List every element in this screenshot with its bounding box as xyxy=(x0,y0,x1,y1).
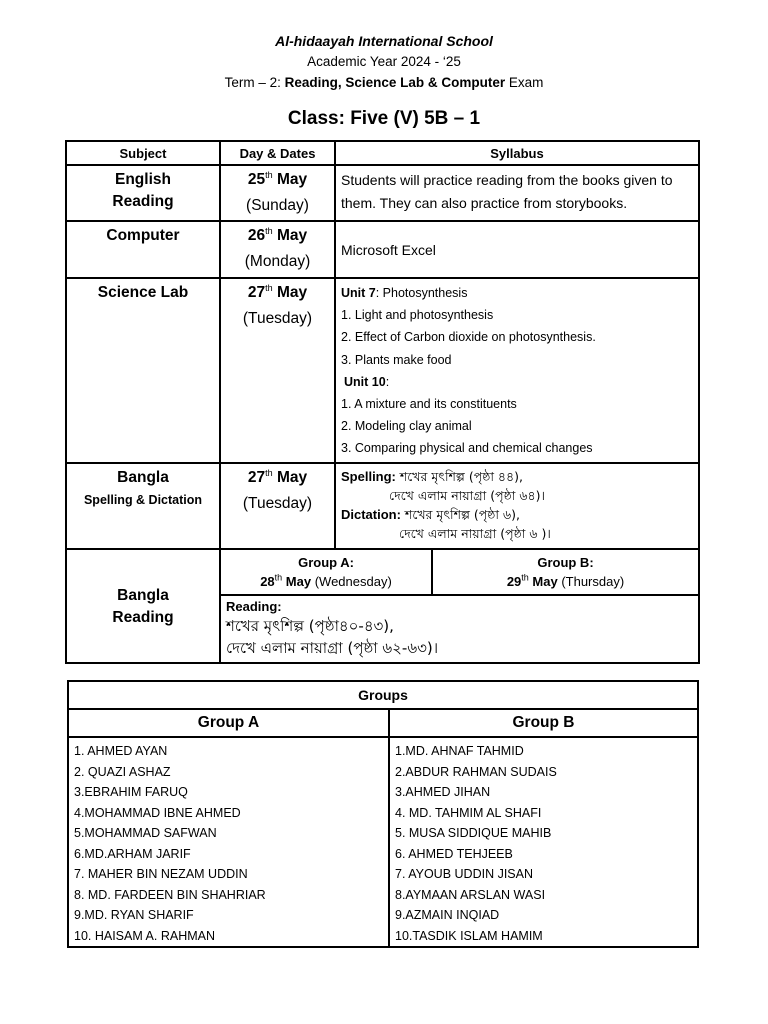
group-a-member: 4.MOHAMMAD IBNE AHMED xyxy=(68,803,389,824)
group-a-schedule xyxy=(221,550,432,595)
groups-table xyxy=(67,680,699,948)
date xyxy=(221,167,334,193)
reading-line: দেখে এলাম নায়াগ্রা (পৃষ্ঠা ৬২-৬৩)। xyxy=(226,638,439,657)
date-number: 25 xyxy=(247,171,266,188)
group-b-date: 29th May (Thursday) xyxy=(506,572,625,589)
english-row xyxy=(66,165,699,221)
computer-subject xyxy=(66,221,220,278)
group-b-member: 3.AHMED JIHAN xyxy=(389,782,698,803)
unit-title: : xyxy=(385,374,390,389)
table-row xyxy=(68,737,698,762)
subject-line: Bangla xyxy=(117,468,169,486)
english-syllabus: Students will practice reading from the books given to them. They can also practice from storybooks. xyxy=(335,165,699,221)
group-a-heading: Group A xyxy=(68,709,389,737)
subject-line xyxy=(67,489,219,511)
syllabus-item: 1. Light and photosynthesis xyxy=(341,308,494,323)
group-a-label: Group A: xyxy=(298,554,354,570)
date-month: May xyxy=(272,227,308,244)
group-b-member: 6. AHMED TEHJEEB xyxy=(389,844,698,865)
group-b-member: 4. MD. TAHMIM AL SHAFI xyxy=(389,803,698,824)
groups-header-row xyxy=(68,709,698,737)
computer-date xyxy=(220,221,335,278)
date-column-header: Day & Dates xyxy=(220,141,335,165)
table-row xyxy=(68,864,698,885)
group-a-member: 10. HAISAM A. RAHMAN xyxy=(68,926,389,948)
group-b-label: Group B: xyxy=(537,554,594,570)
group-b-member: 2.ABDUR RAHMAN SUDAIS xyxy=(389,762,698,783)
table-row xyxy=(68,905,698,926)
group-b-schedule xyxy=(432,550,698,595)
syllabus-item: 2. Modeling clay animal xyxy=(341,419,472,434)
unit-label: Unit 10 xyxy=(344,374,386,389)
bangla-reading-inner xyxy=(221,550,698,662)
subject-sub: Spelling & Dictation xyxy=(83,492,203,507)
dictation-line: দেখে এলাম নায়াগ্রা (পৃষ্ঠা ৬ )। xyxy=(399,525,551,541)
group-b-member: 9.AZMAIN INQIAD xyxy=(389,905,698,926)
day: (Sunday) xyxy=(246,197,309,214)
syllabus-item: 3. Comparing physical and chemical changes xyxy=(341,441,593,456)
english-subject xyxy=(66,165,220,221)
bangla-spelling-date xyxy=(220,463,335,549)
group-b-member: 10.TASDIK ISLAM HAMIM xyxy=(389,926,698,948)
computer-syllabus: Microsoft Excel xyxy=(335,221,699,278)
date xyxy=(221,223,334,249)
table-row xyxy=(68,762,698,783)
group-b-member: 1.MD. AHNAF TAHMID xyxy=(389,737,698,762)
class-title: Class: Five (V) 5B – 1 xyxy=(287,108,481,129)
subject-line: Bangla xyxy=(117,587,169,605)
table-row xyxy=(68,823,698,844)
group-a-member: 1. AHMED AYAN xyxy=(68,737,389,762)
table-row xyxy=(68,782,698,803)
group-a-member: 9.MD. RYAN SHARIF xyxy=(68,905,389,926)
term-line xyxy=(0,75,768,90)
unit-heading xyxy=(341,371,693,393)
date-month: May xyxy=(272,284,308,301)
term-subjects: Reading, Science Lab & Computer xyxy=(284,75,506,90)
group-a-member: 5.MOHAMMAD SAFWAN xyxy=(68,823,389,844)
date-suffix: th xyxy=(265,467,273,478)
subject-line: Reading xyxy=(112,609,174,627)
spelling-line xyxy=(341,467,693,486)
bangla-reading-subject xyxy=(66,549,220,663)
dictation-text: শখের মৃৎশিল্প (পৃষ্ঠা ৬), xyxy=(400,506,520,522)
group-a-date: 28th May (Wednesday) xyxy=(260,572,392,589)
syllabus-item: 2. Effect of Carbon dioxide on photosynthesis. xyxy=(341,330,596,345)
date-month: May xyxy=(272,171,308,188)
table-row xyxy=(68,803,698,824)
group-b-member: 8.AYMAAN ARSLAN WASI xyxy=(389,885,698,906)
group-a-member: 6.MD.ARHAM JARIF xyxy=(68,844,389,865)
dictation-label: Dictation: xyxy=(341,506,401,522)
exam-header-row xyxy=(66,141,699,165)
date-suffix: th xyxy=(265,282,273,293)
bangla-reading-details xyxy=(220,549,699,663)
day: (Tuesday) xyxy=(242,310,313,327)
bangla-spelling-subject xyxy=(66,463,220,549)
group-a-member: 3.EBRAHIM FARUQ xyxy=(68,782,389,803)
reading-label: Reading: xyxy=(226,598,282,614)
date xyxy=(221,280,334,306)
school-name: Al-hidaayah International School xyxy=(275,33,493,49)
science-syllabus xyxy=(335,278,699,463)
subject-column-header: Subject xyxy=(66,141,220,165)
group-b-member: 5. MUSA SIDDIQUE MAHIB xyxy=(389,823,698,844)
academic-year: Academic Year 2024 - ‘25 xyxy=(307,54,461,69)
group-b-heading: Group B xyxy=(389,709,698,737)
english-date xyxy=(220,165,335,221)
day: (Tuesday) xyxy=(242,494,313,512)
syllabus-column-header: Syllabus xyxy=(335,141,699,165)
subject-line: Science Lab xyxy=(97,284,189,301)
subject-line: English xyxy=(115,171,171,188)
spelling-label: Spelling: xyxy=(341,468,396,484)
subject-line: Reading xyxy=(112,193,174,210)
spelling-line: দেখে এলাম নায়াগ্রা (পৃষ্ঠা ৬৪)। xyxy=(389,487,545,503)
group-a-member: 7. MAHER BIN NEZAM UDDIN xyxy=(68,864,389,885)
table-row xyxy=(68,885,698,906)
computer-row xyxy=(66,221,699,278)
table-row xyxy=(68,926,698,948)
date-suffix: th xyxy=(265,225,273,236)
date xyxy=(221,465,334,491)
groups-title: Groups xyxy=(68,681,698,709)
table-row xyxy=(68,844,698,865)
date-number: 27 xyxy=(247,284,266,301)
reading-syllabus xyxy=(221,595,698,662)
science-row xyxy=(66,278,699,463)
date-number: 26 xyxy=(247,227,266,244)
unit-title: : Photosynthesis xyxy=(375,286,468,300)
syllabus-item: 3. Plants make food xyxy=(341,352,452,367)
science-subject xyxy=(66,278,220,463)
dictation-line xyxy=(341,505,693,524)
exam-schedule-table xyxy=(65,140,700,664)
bangla-spelling-row xyxy=(66,463,699,549)
term-suffix: Exam xyxy=(505,75,544,90)
spelling-text: শখের মৃৎশিল্প (পৃষ্ঠা ৪৪), xyxy=(395,468,524,484)
date-suffix: th xyxy=(265,169,273,180)
reading-line: শখের মৃৎশিল্প (পৃষ্ঠা৪০-৪৩), xyxy=(226,616,394,635)
science-date xyxy=(220,278,335,463)
groups-title-row xyxy=(68,681,698,709)
unit-label: Unit 7 xyxy=(341,286,376,300)
unit-heading xyxy=(341,282,693,304)
subject-line: Computer xyxy=(106,227,180,244)
date-month: May xyxy=(272,468,308,486)
term-prefix: Term – 2: xyxy=(224,75,285,90)
group-b-member: 7. AYOUB UDDIN JISAN xyxy=(389,864,698,885)
date-number: 27 xyxy=(247,468,266,486)
group-a-member: 2. QUAZI ASHAZ xyxy=(68,762,389,783)
group-a-member: 8. MD. FARDEEN BIN SHAHRIAR xyxy=(68,885,389,906)
syllabus-item: 1. A mixture and its constituents xyxy=(341,397,517,412)
day: (Monday) xyxy=(244,253,311,270)
bangla-spelling-syllabus xyxy=(335,463,699,549)
bangla-reading-row xyxy=(66,549,699,663)
